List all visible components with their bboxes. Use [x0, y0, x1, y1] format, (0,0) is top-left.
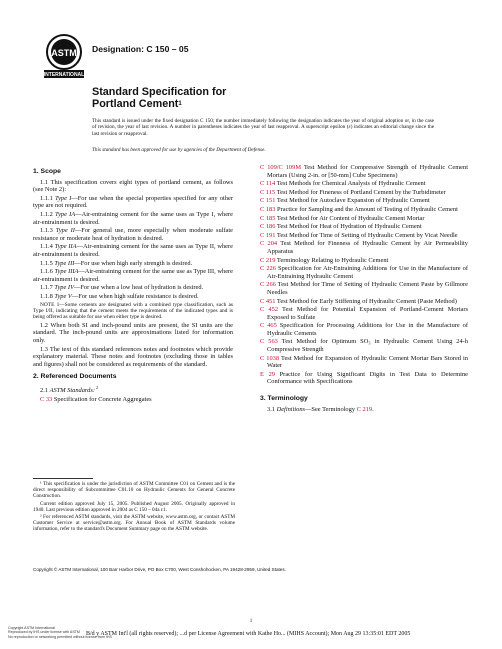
title-line-1: Standard Specification for: [92, 86, 227, 98]
section-3-heading: 3. Terminology: [260, 395, 308, 403]
ref-link[interactable]: C 109/C 109M: [260, 164, 302, 171]
right-column: [260, 164, 468, 414]
license-line-3: No reproduction or networking permitted without license from IHS: [8, 634, 112, 639]
reference-item: [260, 164, 468, 179]
para-1-1-7: 1.1.7 Type IV—For use when a low heat of hydration is desired.: [40, 284, 204, 292]
reference-item: [260, 265, 468, 280]
issuance-notice: This standard is issued under the fixed designation C 150; the number immediately following the designation indicates the year of original adoption or, in the case of revision, the year of last revision. A number in parentheses indicates the year of last reapproval. A superscript epsilon (ε) indicates an editorial change since the last revision or reapproval.: [92, 118, 434, 137]
para-1-1-1: 1.1.1 Type I—For use when the special properties specified for any other type are not required.: [33, 194, 233, 210]
ref-link[interactable]: C 151: [260, 197, 276, 205]
ref-link[interactable]: C 183: [260, 205, 276, 213]
reference-item: [260, 371, 468, 386]
svg-text:ASTM: ASTM: [51, 48, 77, 58]
ref-link[interactable]: C 266: [260, 281, 276, 289]
reference-item: [260, 232, 468, 240]
ref-link[interactable]: E 29: [260, 370, 275, 378]
logo-text: INTERNATIONAL: [44, 72, 84, 78]
ref-title: Test Method for Expansion of Hydraulic Cement Mortar Bars Stored in Water: [267, 354, 468, 370]
reference-item: [260, 215, 468, 223]
para-1-1: 1.1 This specification covers eight types of portland cement, as follows (see Note 2):: [33, 178, 233, 194]
ref-link[interactable]: C 465: [260, 322, 277, 330]
ref-link[interactable]: C 204: [260, 240, 278, 248]
title-main: Portland Cement: [92, 98, 179, 110]
dod-approval: This standard has been approved for use by agencies of the Department of Defense.: [92, 147, 266, 153]
reference-list: [260, 164, 468, 386]
title-line-2: [92, 98, 452, 110]
ref-title: Test Methods for Chemical Analysis of Hydraulic Cement: [275, 180, 426, 188]
reference-item: [260, 281, 468, 296]
ref-title: Test Method for Optimum SO₃ in Hydraulic Cement Using 24-h Compressive Strength: [267, 338, 468, 354]
ref-link[interactable]: C 1038: [260, 354, 280, 362]
para-1-3: 1.3 The text of this standard references notes and footnotes which provide explanatory material. These notes and footnotes (excluding those in tables and figures) shall not be considered as requirements of the standard.: [33, 345, 233, 368]
ref-link[interactable]: C 563: [260, 338, 278, 346]
ref-title: Test Method for Time of Setting of Hydraulic Cement by Vicat Needle: [275, 231, 458, 239]
ref-title: Test Method for Fineness of Hydraulic Cement by Air Permeability Apparatus: [267, 240, 468, 255]
title-footnote-ref[interactable]: 1: [178, 101, 182, 107]
reference-item: [260, 298, 468, 306]
ref-link[interactable]: C 451: [260, 297, 276, 305]
ref-title: Test Method for Heat of Hydration of Hydraulic Cement: [275, 223, 422, 231]
reference-item: [260, 206, 468, 214]
ref-title: Practice for Sampling and the Amount of Testing of Hydraulic Cement: [275, 205, 458, 213]
section-2-heading: 2. Referenced Documents: [33, 373, 117, 381]
ref-title: Test Method for Compressive Strength of Hydraulic Cement Mortars (Using 2-in. or [50-mm] Cube Specimens): [267, 164, 468, 179]
section-1-heading: 1. Scope: [33, 168, 61, 175]
ref-title: Test Method for Air Content of Hydraulic Cement Mortar: [275, 214, 425, 222]
para-1-1-3: 1.1.3 Type II—For general use, more especially when moderate sulfate resistance or moderate heat of hydration is desired.: [33, 227, 233, 242]
para-1-1-4: 1.1.4 Type IIA—Air-entraining cement for the same uses as Type II, where air-entrainment is desired.: [33, 243, 233, 258]
ref-link[interactable]: C 226: [260, 265, 276, 273]
ref-link[interactable]: C 219: [260, 256, 276, 264]
para-1-1-2: 1.1.2 Type IA—Air-entraining cement for the same uses as Type I, where air-entrainment is desired.: [33, 210, 233, 226]
reference-item: [260, 355, 468, 370]
reference-item: [260, 223, 468, 231]
reference-item: [260, 180, 468, 188]
ref-link[interactable]: C 185: [260, 214, 276, 222]
para-1-1-8: 1.1.8 Type V—For use when high sulfate resistance is desired.: [40, 292, 199, 300]
note-1: NOTE 1—Some cements are designated with a combined type classification, such as Type I/II, indicating that the cement meets the requirements of the indicated types and is being offered as suitable for use when either type is desired.: [33, 301, 233, 321]
reference-item: [260, 189, 468, 197]
license-line-1: Copyright ASTM International: [8, 626, 55, 630]
reference-item: [260, 240, 468, 255]
para-2-1: 2.1 ASTM Standards: $^2$: [40, 384, 99, 394]
document-title: [92, 86, 452, 110]
ref-title: Specification for Processing Additions for Use in the Manufacture of Hydraulic Cements: [267, 322, 468, 337]
ref-link[interactable]: C 186: [260, 223, 276, 231]
license-overlay: B/d y ASTM Int'l (all rights reserved); ...d per License Agreement with Kathe Ho... (MIHS Account); Mon Aug 29 13:35:01 EDT 2005: [86, 631, 411, 637]
ref-link[interactable]: C 114: [260, 180, 276, 188]
para-1-1-6: 1.1.6 Type IIIA—Air-entraining cement for the same use as Type III, where air-entrainment is desired.: [33, 268, 233, 283]
ref-link[interactable]: C 191: [260, 231, 276, 239]
ref-title: Test Method for Early Stiffening of Hydraulic Cement (Paste Method): [275, 297, 457, 305]
ref-title: Terminology Relating to Hydraulic Cement: [275, 256, 389, 264]
ref-link-c219[interactable]: C 219: [356, 405, 373, 413]
ref-link[interactable]: C 115: [260, 188, 276, 196]
ref-title: Practice for Using Significant Digits in Test Data to Determine Conformance with Specifications: [267, 370, 468, 386]
ref-title: Specification for Air-Entraining Additions for Use in the Manufacture of Air-Entraining Hydraulic Cement: [267, 265, 469, 280]
reference-item: [260, 257, 468, 265]
ref-title: Test Method for Time of Setting of Hydraulic Cement Paste by Gillmore Needles: [267, 281, 468, 296]
left-column: [33, 164, 233, 404]
reference-item: [260, 306, 468, 321]
para-3-1: 3.1 Definitions—See Terminology C 219.: [267, 405, 374, 413]
page-number: 1: [249, 619, 253, 624]
para-1-2: 1.2 When both SI and inch-pound units are present, the SI units are the standard. The inch-pound units are approximations listed for information only.: [33, 321, 233, 344]
ref-title: Test Method for Fineness of Portland Cement by the Turbidimeter: [275, 188, 446, 196]
ref-c33: C 33 Specification for Concrete Aggregates: [40, 395, 152, 403]
reference-item: [260, 322, 468, 337]
ref-title: Test Method for Potential Expansion of Portland-Cement Mortars Exposed to Sulfate: [267, 306, 468, 321]
reference-item: [260, 197, 468, 205]
footnote-1b: Current edition approved July 15, 2005. Published August 2005. Originally approved in 1940. Last previous edition approved in 2004 as C 150 – 04a ε1.: [33, 500, 235, 513]
para-1-1-5: 1.1.5 Type III—For use when high early strength is desired.: [40, 259, 193, 267]
ref-title: Test Method for Autoclave Expansion of Hydraulic Cement: [275, 197, 430, 205]
footnote-divider: [33, 478, 93, 479]
reference-item: [260, 338, 468, 353]
astm-logo-icon: [44, 33, 84, 79]
license-line-2: Reproduced by IHS under license with ASTM: [8, 630, 80, 635]
ref-link[interactable]: C 452: [260, 306, 279, 314]
designation: Designation: C 150 – 05: [92, 44, 189, 54]
footnote-2: ² For referenced ASTM standards, visit the ASTM website, www.astm.org, or contact ASTM Customer Service at service@astm.org. For Annual Book of ASTM Standards volume information, refer to the standard's Document Summary page on the ASTM website.: [33, 514, 235, 533]
ref-link[interactable]: C 33: [40, 395, 53, 403]
footnotes: [33, 481, 235, 534]
copyright: Copyright © ASTM International, 100 Barr Harbor Drive, PO Box C700, West Conshohocken, PA 19428-2959, United States.: [33, 567, 286, 572]
footnote-1: ¹ This specification is under the jurisdiction of ASTM Committee C01 on Cement and is the direct responsibility of Subcommittee C01.10 on Hydraulic Cements for General Concrete Construction.: [33, 481, 235, 500]
